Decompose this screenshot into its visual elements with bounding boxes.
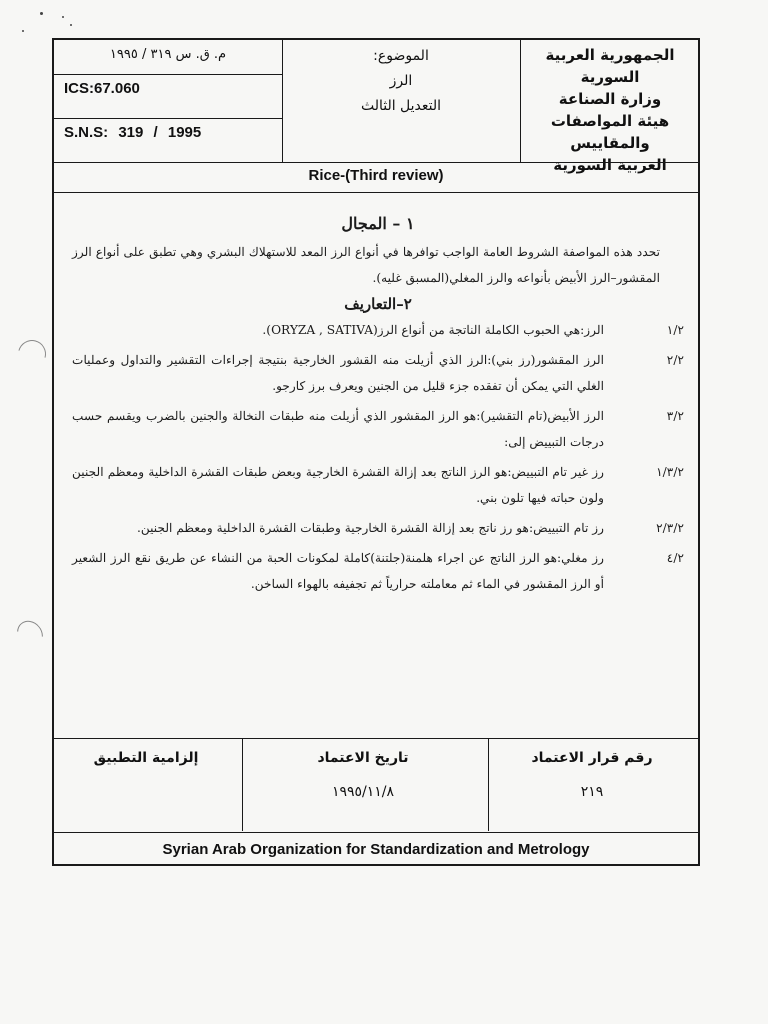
clause-number: ٤/٢ <box>666 551 684 565</box>
definition-item <box>72 545 684 597</box>
standard-code-arabic: م. ق. س ٣١٩ / ١٩٩٥ <box>109 47 227 62</box>
mandatory-label: إلزامية التطبيق <box>93 750 199 766</box>
subject-cell <box>282 40 520 162</box>
scan-speck <box>62 16 64 18</box>
definition-item <box>72 403 684 455</box>
scope-text: تحدد هذه المواصفة الشروط العامة الواجب توافرها في أنواع الرز المعد للاستهلاك البشري وهي تطبق على أنواع الرز المقشور–الرز الأبيض بأنواعه والرز المغلي(المسبق غليه). <box>72 245 660 285</box>
mandatory-cell <box>52 738 240 831</box>
org-line: وزارة الصناعة <box>558 90 662 108</box>
sns-code: S.N.S: 319 / 1995 <box>64 124 202 141</box>
decision-number: ٢١٩ <box>580 784 604 800</box>
approval-table <box>54 738 698 831</box>
org-line: هيئة المواصفات والمقاييس <box>550 112 670 152</box>
clause-number: ٢/٣/٢ <box>656 521 684 535</box>
punch-hole-shadow <box>13 335 51 373</box>
subject-value: الرز <box>389 73 413 89</box>
date-label: تاريخ الاعتماد <box>317 750 409 766</box>
definition-item <box>72 515 684 541</box>
standard-codes <box>54 40 282 162</box>
definition-text: الرز:هي الحبوب الكاملة الناتجة من أنواع الرز(ORYZA , SATIVA). <box>262 323 604 337</box>
scan-speck <box>22 30 24 32</box>
org-line: الجمهورية العربية السورية <box>545 46 675 86</box>
decision-cell <box>486 738 698 831</box>
definition-text: رز تام التبييض:هو رز ناتج بعد إزالة القشرة الخارجية وطبقات القشرة الداخلية ومعظم الجنين. <box>136 521 604 535</box>
organization-name-english: Syrian Arab Organization for Standardization and Metrology <box>162 841 590 858</box>
clause-number: ١/٢ <box>666 323 684 337</box>
definition-text: رز غير تام التبييض:هو الرز الناتج بعد إزالة القشرة الخارجية وبعض طبقات القشرة الداخلية ومعظم الجنين ولون حباته فيها تلون بني. <box>72 465 604 505</box>
scope-heading: ١ – المجال <box>341 214 415 233</box>
clause-number: ٣/٢ <box>666 409 684 423</box>
org-line: العربية السورية <box>553 156 667 174</box>
scan-speck <box>40 12 43 15</box>
subject-label: الموضوع: <box>373 48 429 64</box>
definition-item <box>72 347 684 399</box>
issuing-organization <box>520 40 700 174</box>
definition-item <box>72 317 684 343</box>
definition-item <box>72 459 684 511</box>
ics-code: ICS:67.060 <box>64 80 140 97</box>
definitions-heading: ٢–التعاريف <box>344 295 412 313</box>
scan-speck <box>70 24 72 26</box>
clause-number: ١/٣/٢ <box>656 465 684 479</box>
english-title: Rice-(Third review) <box>308 167 444 184</box>
document-body <box>72 210 684 601</box>
definition-text: الرز المقشور(رز بني):الرز الذي أزيلت منه القشور الخارجية بنتيجة إجراءات التقشير والتداول وعمليات الغلي التي يمكن أن تفقده جزء قليل من الجنين ويعرف برز كارجو. <box>72 353 604 393</box>
clause-number: ٢/٢ <box>666 353 684 367</box>
decision-label: رقم قرار الاعتماد <box>531 750 653 766</box>
revision-label: التعديل الثالث <box>360 98 442 114</box>
punch-hole-shadow <box>12 616 48 653</box>
standard-document-frame <box>52 38 700 866</box>
definition-text: الرز الأبيض(تام التقشير):هو الرز المقشور الذي أزيلت منه طبقات النخالة والجنين بالضرب ويقسم حسب درجات التبييض إلى: <box>72 409 604 449</box>
definition-text: رز مغلي:هو الرز الناتج عن اجراء هلمنة(جلتنة)كاملة لمكونات الحبة من النشاء عن طريق نقع الرز الشعير أو الرز المقشور في الماء ثم معاملته حرارياً ثم تجفيفه بالهواء الساخن. <box>72 551 604 591</box>
approval-date: ١٩٩٥/١١/٨ <box>331 784 395 800</box>
date-cell <box>240 738 486 831</box>
